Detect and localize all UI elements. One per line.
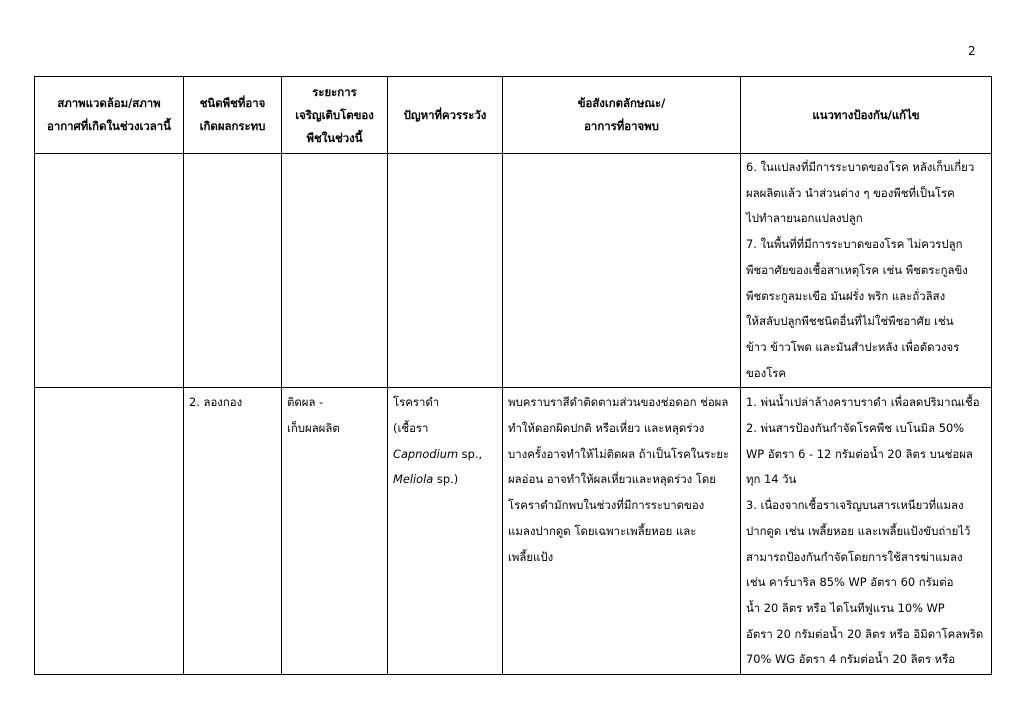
header-problem: ปัญหาที่ควรระวัง [388,77,503,154]
cell-growth-stage: ติดผล - เก็บผลผลิต [282,388,388,675]
header-prevention: แนวทางป้องกัน/แก้ไข [741,77,992,154]
cell-problem [388,154,503,388]
header-growth-stage: ระยะการ เจริญเติบโตของ พืชในช่วงนี้ [282,77,388,154]
cell-environment [35,388,184,675]
cell-growth-stage [282,154,388,388]
pathogen-genus-1: Capnodium sp., [393,446,483,461]
pest-advisory-table [34,76,992,675]
table-header-row [35,77,992,154]
disease-cause: (เชื้อรา [393,421,429,436]
pathogen-genus-2: Meliola sp.) [393,472,459,487]
cell-problem [388,388,503,675]
table-row [35,388,992,675]
cell-plant-type: 2. ลองกอง [184,388,282,675]
disease-name: โรคราดำ [393,395,440,410]
table-row [35,154,992,388]
cell-environment [35,154,184,388]
cell-plant-type [184,154,282,388]
cell-symptoms [503,154,741,388]
page-number: 2 [968,44,976,58]
cell-symptoms: พบคราบราสีดำติดตามส่วนของช่อดอก ช่อผล ทำให้ดอกผิดปกติ หรือเหี่ยว และหลุดร่วง บางครั้งอาจทำให้ไม่ติดผล ถ้าเป็นโรคในระยะ ผลอ่อน อาจทำให้ผลเหี่ยวและหลุดร่วง โดย โรคราดำมักพบในช่วงที่มีการระบาดของ แมลงปากดูด โดยเฉพาะเพลี้ยหอย และ เพลี้ยแป้ง [503,388,741,675]
cell-prevention: 1. พ่นน้ำเปล่าล้างคราบราดำ เพื่อลดปริมาณเชื้อ 2. พ่นสารป้องกันกำจัดโรคพืช เบโนมิล 50% WP อัตรา 6 - 12 กรัมต่อน้ำ 20 ลิตร บนช่อผล ทุก 14 วัน 3. เนื่องจากเชื้อราเจริญบนสารเหนียวที่แมลง ปากดูด เช่น เพลี้ยหอย และเพลี้ยแป้งขับถ่ายไว้ สามารถป้องกันกำจัดโดยการใช้สารฆ่าแมลง เช่น คาร์บาริล 85% WP อัตรา 60 กรัมต่อ น้ำ 20 ลิตร หรือ ไดโนทีฟูแรน 10% WP อัตรา 20 กรัมต่อน้ำ 20 ลิตร หรือ อิมิดาโคลพริด 70% WG อัตรา 4 กรัมต่อน้ำ 20 ลิตร หรือ [741,388,992,675]
cell-prevention: 6. ในแปลงที่มีการระบาดของโรค หลังเก็บเกี่ยว ผลผลิตแล้ว นำส่วนต่าง ๆ ของพืชที่เป็นโรค ไปทำลายนอกแปลงปลูก 7. ในพื้นที่ที่มีการระบาดของโรค ไม่ควรปลูก พืชอาศัยของเชื้อสาเหตุโรค เช่น พืชตระกูลขิง พืชตระกูลมะเขือ มันฝรั่ง พริก และถั่วลิสง ให้สลับปลูกพืชชนิดอื่นที่ไม่ใช่พืชอาศัย เช่น ข้าว ข้าวโพด และมันสำปะหลัง เพื่อตัดวงจร ของโรค [741,154,992,388]
header-plant-type: ชนิดพืชที่อาจ เกิดผลกระทบ [184,77,282,154]
header-symptoms: ข้อสังเกตลักษณะ/ อาการที่อาจพบ [503,77,741,154]
header-environment: สภาพแวดล้อม/สภาพ อากาศที่เกิดในช่วงเวลานี้ [35,77,184,154]
